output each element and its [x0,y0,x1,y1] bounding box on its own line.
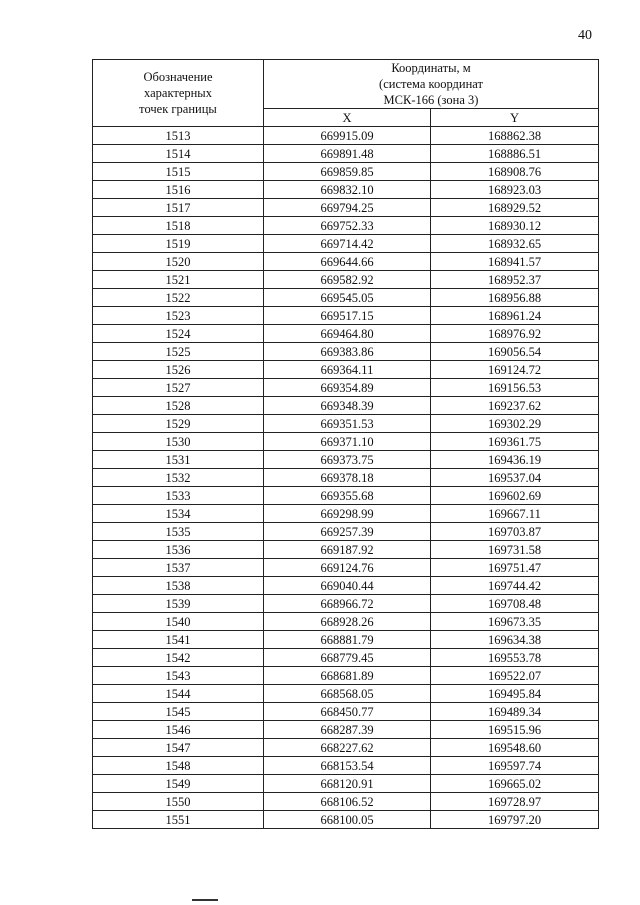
coordinates-table [92,59,599,829]
table-row [93,775,599,793]
point-id-cell: 1521 [93,271,264,289]
y-coordinate-cell: 169522.07 [431,667,599,685]
x-coordinate-cell: 669373.75 [264,451,431,469]
point-id-cell: 1538 [93,577,264,595]
y-coordinate-cell: 169731.58 [431,541,599,559]
x-coordinate-cell: 669915.09 [264,127,431,145]
x-coordinate-cell: 668153.54 [264,757,431,775]
point-id-cell: 1540 [93,613,264,631]
point-id-cell: 1516 [93,181,264,199]
table-row [93,289,599,307]
point-id-cell: 1551 [93,811,264,829]
x-coordinate-cell: 668287.39 [264,721,431,739]
x-coordinate-cell: 669582.92 [264,271,431,289]
x-coordinate-cell: 668120.91 [264,775,431,793]
y-coordinate-cell: 169495.84 [431,685,599,703]
y-coordinate-cell: 168929.52 [431,199,599,217]
x-coordinate-cell: 669794.25 [264,199,431,217]
table-row [93,451,599,469]
x-coordinate-cell: 669378.18 [264,469,431,487]
x-coordinate-cell: 669464.80 [264,325,431,343]
x-coordinate-cell: 668450.77 [264,703,431,721]
y-coordinate-cell: 169056.54 [431,343,599,361]
y-coordinate-cell: 168941.57 [431,253,599,271]
table-row [93,793,599,811]
x-coordinate-cell: 668227.62 [264,739,431,757]
table-row [93,145,599,163]
y-coordinate-cell: 168862.38 [431,127,599,145]
point-id-cell: 1541 [93,631,264,649]
point-id-cell: 1530 [93,433,264,451]
y-coordinate-cell: 169673.35 [431,613,599,631]
x-coordinate-cell: 669832.10 [264,181,431,199]
y-coordinate-cell: 168908.76 [431,163,599,181]
y-coordinate-cell: 169302.29 [431,415,599,433]
x-coordinate-cell: 669752.33 [264,217,431,235]
y-coordinate-cell: 169361.75 [431,433,599,451]
x-coordinate-cell: 669124.76 [264,559,431,577]
table-row [93,667,599,685]
point-id-cell: 1523 [93,307,264,325]
table-row [93,649,599,667]
table-row [93,235,599,253]
table-row [93,541,599,559]
y-coordinate-cell: 168923.03 [431,181,599,199]
page-number: 40 [578,28,592,43]
point-id-cell: 1527 [93,379,264,397]
y-coordinate-cell: 168976.92 [431,325,599,343]
y-coordinate-cell: 169124.72 [431,361,599,379]
table-row [93,163,599,181]
header-points-line-1: Обозначение [143,70,213,84]
y-coordinate-cell: 168932.65 [431,235,599,253]
point-id-cell: 1532 [93,469,264,487]
x-coordinate-cell: 669355.68 [264,487,431,505]
scan-mark [192,899,218,901]
header-coords-line-2: (система координат [379,77,483,91]
point-id-cell: 1518 [93,217,264,235]
table-row [93,685,599,703]
table-row [93,811,599,829]
y-coordinate-cell: 169634.38 [431,631,599,649]
x-coordinate-cell: 668100.05 [264,811,431,829]
point-id-cell: 1537 [93,559,264,577]
header-x: X [264,109,431,127]
point-id-cell: 1520 [93,253,264,271]
point-id-cell: 1535 [93,523,264,541]
table-row [93,523,599,541]
x-coordinate-cell: 669371.10 [264,433,431,451]
table-row [93,307,599,325]
point-id-cell: 1525 [93,343,264,361]
x-coordinate-cell: 669644.66 [264,253,431,271]
point-id-cell: 1533 [93,487,264,505]
x-coordinate-cell: 668106.52 [264,793,431,811]
header-points-line-2: характерных [144,86,212,100]
y-coordinate-cell: 168886.51 [431,145,599,163]
x-coordinate-cell: 668928.26 [264,613,431,631]
x-coordinate-cell: 668681.89 [264,667,431,685]
point-id-cell: 1545 [93,703,264,721]
table-row [93,577,599,595]
header-coordinates [264,60,599,109]
point-id-cell: 1515 [93,163,264,181]
x-coordinate-cell: 669040.44 [264,577,431,595]
header-y: Y [431,109,599,127]
y-coordinate-cell: 169156.53 [431,379,599,397]
point-id-cell: 1543 [93,667,264,685]
x-coordinate-cell: 669351.53 [264,415,431,433]
table-row [93,361,599,379]
table-row [93,595,599,613]
point-id-cell: 1534 [93,505,264,523]
x-coordinate-cell: 669364.11 [264,361,431,379]
y-coordinate-cell: 169515.96 [431,721,599,739]
table-row [93,253,599,271]
y-coordinate-cell: 168952.37 [431,271,599,289]
x-coordinate-cell: 668568.05 [264,685,431,703]
x-coordinate-cell: 668881.79 [264,631,431,649]
y-coordinate-cell: 168961.24 [431,307,599,325]
x-coordinate-cell: 668779.45 [264,649,431,667]
point-id-cell: 1550 [93,793,264,811]
header-points-line-3: точек границы [139,102,217,116]
x-coordinate-cell: 669517.15 [264,307,431,325]
table-row [93,397,599,415]
table-row [93,379,599,397]
x-coordinate-cell: 669257.39 [264,523,431,541]
table-row [93,739,599,757]
y-coordinate-cell: 169708.48 [431,595,599,613]
y-coordinate-cell: 169436.19 [431,451,599,469]
point-id-cell: 1524 [93,325,264,343]
table-row [93,721,599,739]
point-id-cell: 1526 [93,361,264,379]
y-coordinate-cell: 169667.11 [431,505,599,523]
point-id-cell: 1514 [93,145,264,163]
y-coordinate-cell: 169553.78 [431,649,599,667]
table-row [93,181,599,199]
point-id-cell: 1513 [93,127,264,145]
table-row [93,433,599,451]
table-row [93,559,599,577]
table-row [93,199,599,217]
x-coordinate-cell: 669383.86 [264,343,431,361]
x-coordinate-cell: 669545.05 [264,289,431,307]
point-id-cell: 1547 [93,739,264,757]
x-coordinate-cell: 669714.42 [264,235,431,253]
y-coordinate-cell: 169665.02 [431,775,599,793]
x-coordinate-cell: 669187.92 [264,541,431,559]
y-coordinate-cell: 169548.60 [431,739,599,757]
point-id-cell: 1519 [93,235,264,253]
y-coordinate-cell: 169537.04 [431,469,599,487]
y-coordinate-cell: 169489.34 [431,703,599,721]
table-row [93,631,599,649]
x-coordinate-cell: 669891.48 [264,145,431,163]
y-coordinate-cell: 169728.97 [431,793,599,811]
x-coordinate-cell: 668966.72 [264,595,431,613]
point-id-cell: 1517 [93,199,264,217]
table-row [93,703,599,721]
header-coords-line-3: МСК-166 (зона 3) [383,93,479,107]
x-coordinate-cell: 669348.39 [264,397,431,415]
table-row [93,505,599,523]
point-id-cell: 1528 [93,397,264,415]
table-row [93,127,599,145]
x-coordinate-cell: 669354.89 [264,379,431,397]
table-row [93,217,599,235]
point-id-cell: 1542 [93,649,264,667]
point-id-cell: 1522 [93,289,264,307]
table-row [93,325,599,343]
y-coordinate-cell: 169602.69 [431,487,599,505]
y-coordinate-cell: 168930.12 [431,217,599,235]
x-coordinate-cell: 669859.85 [264,163,431,181]
point-id-cell: 1549 [93,775,264,793]
point-id-cell: 1529 [93,415,264,433]
point-id-cell: 1531 [93,451,264,469]
y-coordinate-cell: 169744.42 [431,577,599,595]
y-coordinate-cell: 169237.62 [431,397,599,415]
table-row [93,613,599,631]
header-coords-line-1: Координаты, м [391,61,471,75]
header-points [93,60,264,127]
table-row [93,343,599,361]
table-row [93,487,599,505]
table-row [93,271,599,289]
y-coordinate-cell: 169797.20 [431,811,599,829]
point-id-cell: 1546 [93,721,264,739]
x-coordinate-cell: 669298.99 [264,505,431,523]
table-row [93,757,599,775]
y-coordinate-cell: 169597.74 [431,757,599,775]
y-coordinate-cell: 169703.87 [431,523,599,541]
point-id-cell: 1539 [93,595,264,613]
y-coordinate-cell: 169751.47 [431,559,599,577]
table-row [93,415,599,433]
table-body [93,127,599,829]
point-id-cell: 1544 [93,685,264,703]
point-id-cell: 1536 [93,541,264,559]
point-id-cell: 1548 [93,757,264,775]
y-coordinate-cell: 168956.88 [431,289,599,307]
table-row [93,469,599,487]
